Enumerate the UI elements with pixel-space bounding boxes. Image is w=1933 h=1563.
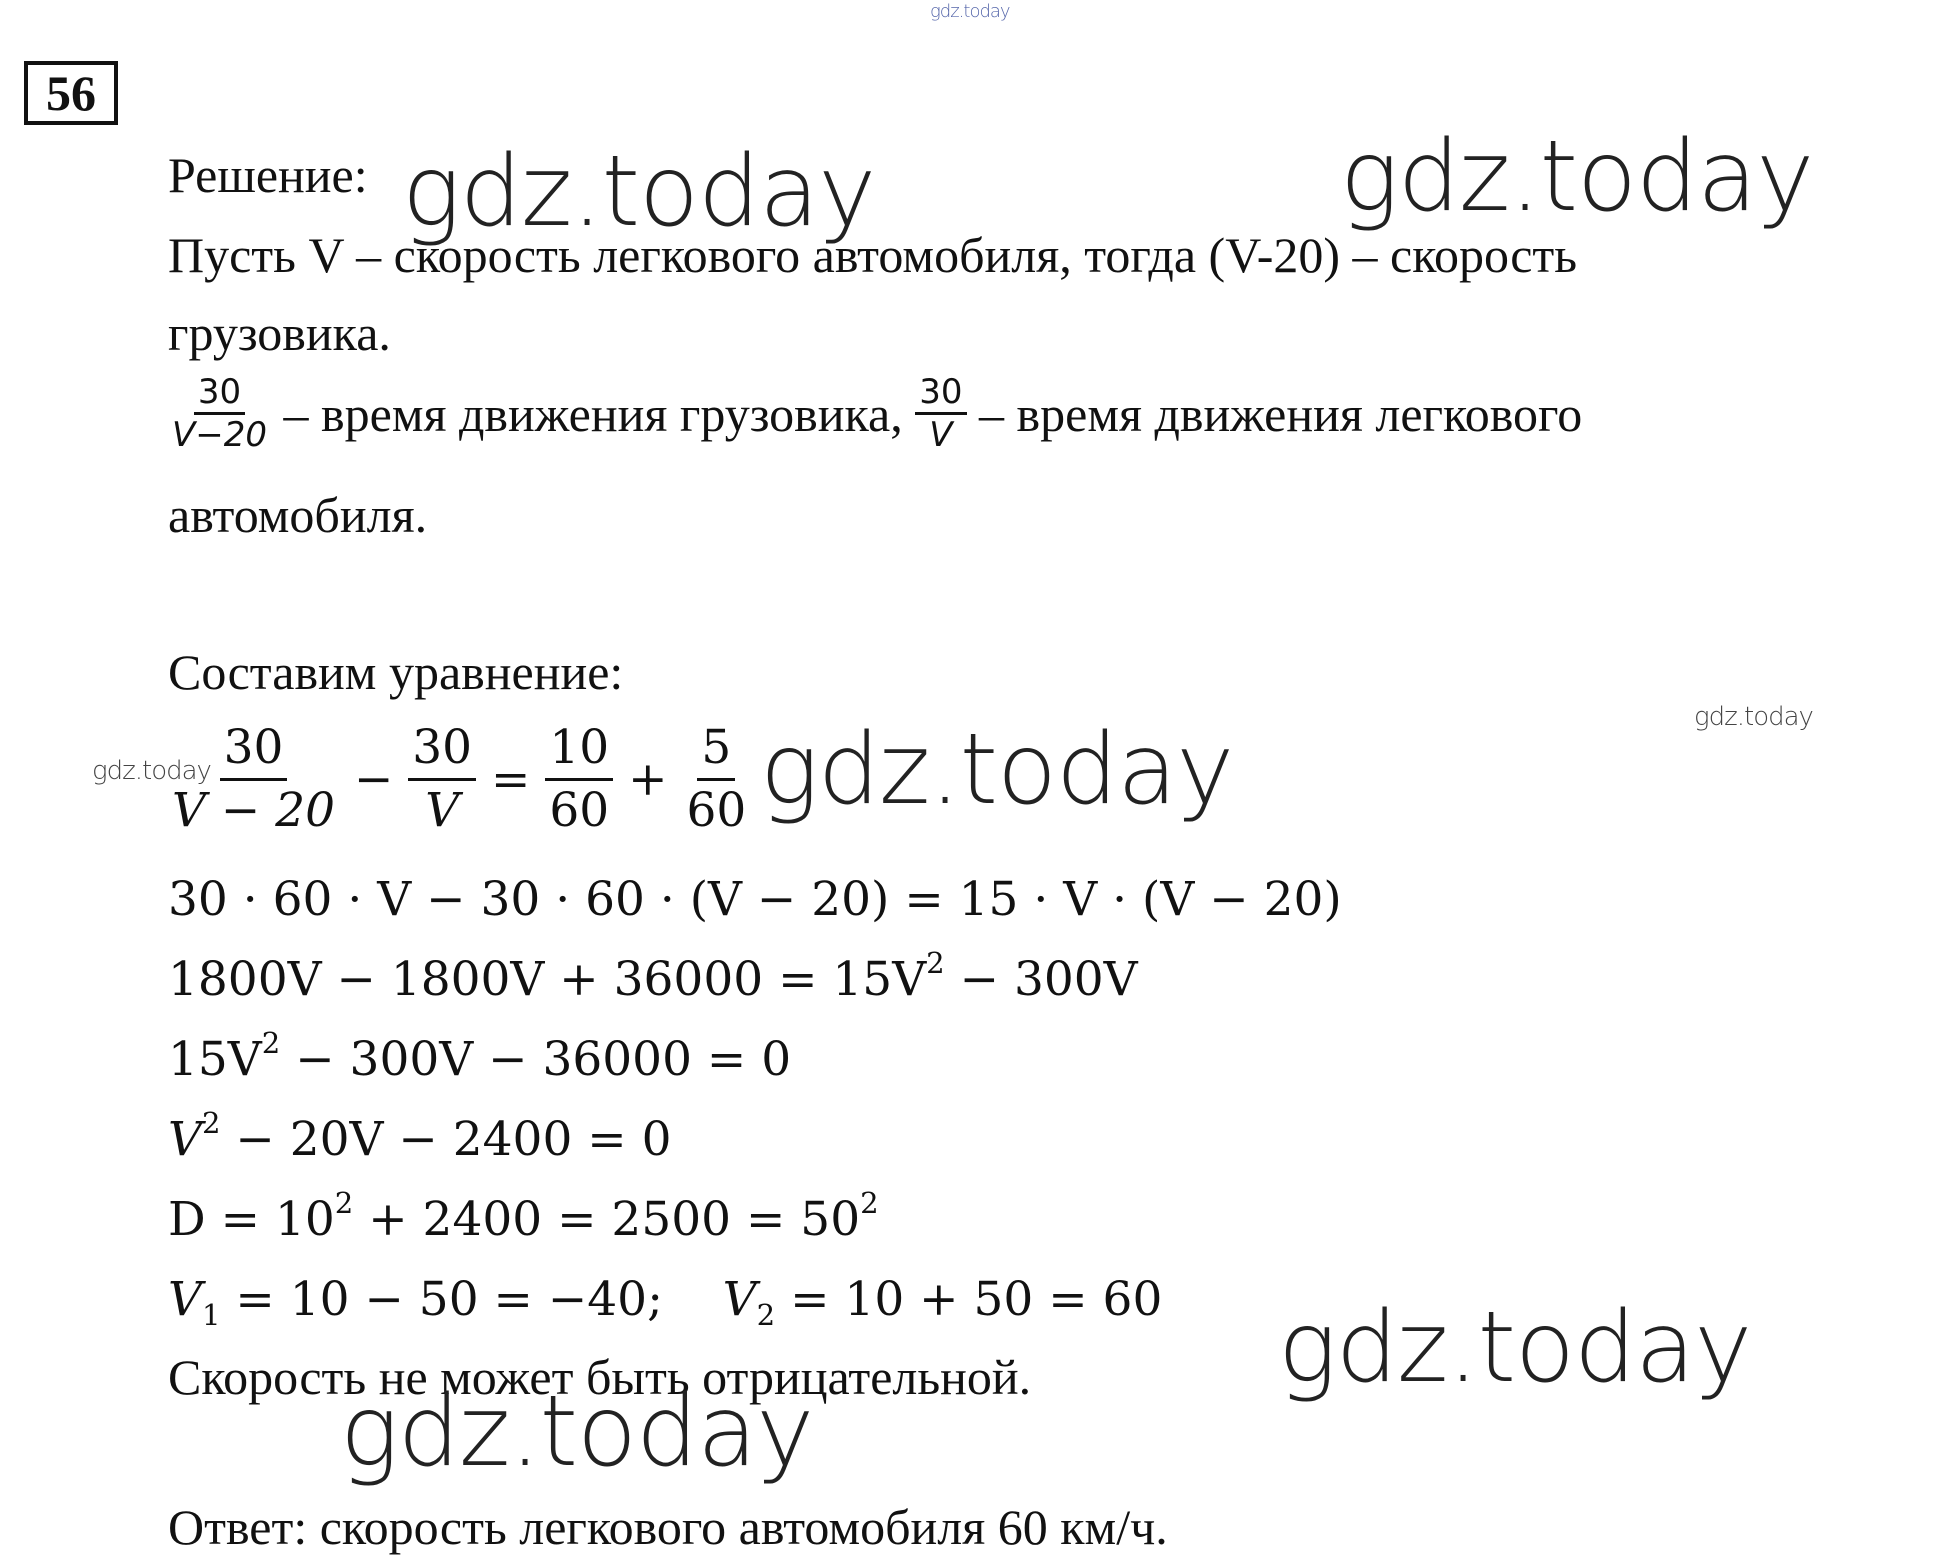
step-3-right: − 300V − 36000 = 0 — [280, 1032, 792, 1087]
exponent: 2 — [334, 1186, 354, 1221]
time-line-2: автомобиля. — [168, 487, 428, 543]
minus-sign: − — [339, 751, 409, 807]
watermark-3: gdz.today — [760, 713, 1234, 827]
equation-heading: Составим уравнение: — [168, 644, 624, 700]
step-5-left: D = 10 — [168, 1192, 335, 1247]
watermark-small-right: gdz.today — [1694, 702, 1813, 732]
fraction-truck-time — [168, 372, 271, 455]
time-line-text-1: – время движения грузовика, — [271, 385, 916, 442]
watermark-2: gdz.today — [1340, 120, 1814, 234]
fraction-denominator: V — [929, 415, 953, 455]
plus-sign: + — [613, 751, 683, 807]
step-4-var: V — [168, 1112, 202, 1167]
solution-heading: Решение: — [168, 147, 368, 203]
fraction-numerator: 5 — [697, 718, 735, 781]
subscript: 2 — [756, 1298, 776, 1333]
fraction-denominator: V — [425, 783, 460, 838]
fraction-numerator: 10 — [545, 718, 613, 781]
exponent: 2 — [261, 1026, 281, 1061]
step-5-discriminant — [168, 1186, 879, 1250]
watermark-top: gdz.today — [930, 1, 1010, 22]
watermark-4: gdz.today — [1278, 1291, 1752, 1405]
watermark-1: gdz.today — [402, 135, 876, 249]
root-1-var: V — [168, 1272, 202, 1327]
subscript: 1 — [201, 1298, 221, 1333]
exponent: 2 — [860, 1186, 879, 1221]
equation-fraction-2 — [408, 718, 476, 841]
time-line — [168, 372, 1582, 455]
intro-line-1: Пусть V – скорость легкового автомобиля, тогда (V-20) – скорость — [168, 227, 1578, 283]
fraction-denominator: 60 — [549, 783, 610, 838]
root-2-value: = 10 + 50 = 60 — [775, 1272, 1163, 1327]
exponent: 2 — [926, 946, 945, 981]
step-4-right: − 20V − 2400 = 0 — [220, 1112, 672, 1167]
answer-line: Ответ: скорость легкового автомобиля 60 км/ч. — [168, 1499, 1168, 1555]
step-1: 30 · 60 · V − 30 · 60 · (V − 20) = 15 · V · (V − 20) — [168, 872, 1342, 927]
step-2-left: 1800V − 1800V + 36000 = 15V — [168, 952, 927, 1007]
fraction-numerator: 30 — [915, 372, 966, 415]
step-6-roots — [168, 1270, 1163, 1333]
intro-line-2: грузовика. — [168, 305, 391, 361]
equals-sign: = — [476, 751, 546, 807]
negative-note: Скорость не может быть отрицательной. — [168, 1349, 1032, 1405]
root-2-var: V — [722, 1272, 757, 1327]
step-3 — [168, 1026, 792, 1090]
fraction-numerator: 30 — [408, 718, 476, 781]
root-1-value: = 10 − 50 = −40; — [220, 1272, 723, 1327]
step-4 — [168, 1106, 672, 1170]
fraction-denominator: V − 20 — [172, 783, 336, 838]
fraction-numerator: 30 — [220, 718, 288, 781]
equation-fraction-3 — [545, 718, 613, 841]
watermark-small-left: gdz.today — [92, 756, 211, 786]
fraction-numerator: 30 — [194, 372, 245, 415]
step-2 — [168, 946, 1138, 1010]
step-2-right: − 300V — [944, 952, 1138, 1007]
fraction-car-time — [915, 372, 966, 455]
watermark-5: gdz.today — [340, 1375, 814, 1489]
equation-fraction-4 — [682, 718, 750, 841]
step-3-left: 15V — [168, 1032, 262, 1087]
time-line-text-2: – время движения легкового — [966, 385, 1583, 442]
problem-number-box: 56 — [24, 61, 118, 125]
fraction-denominator: 60 — [686, 783, 747, 838]
main-equation — [168, 718, 750, 841]
exponent: 2 — [201, 1106, 221, 1141]
step-5-middle: + 2400 = 2500 = 50 — [353, 1192, 861, 1247]
fraction-denominator: V−20 — [172, 415, 268, 455]
